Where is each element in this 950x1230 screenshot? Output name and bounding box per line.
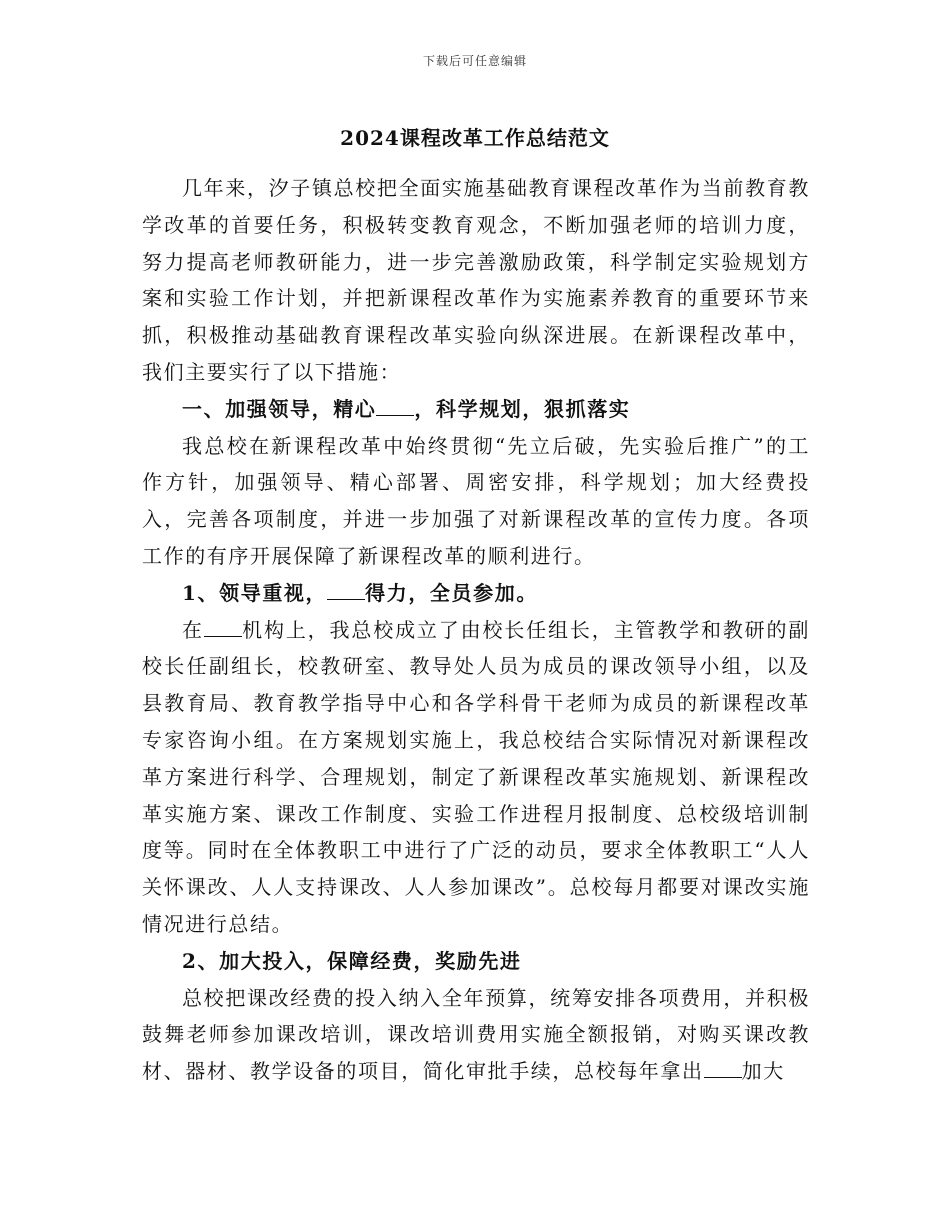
blank-underline <box>704 1059 742 1078</box>
paragraph-text: 在 <box>182 617 204 642</box>
heading-text: 1、领导重视， <box>182 580 328 605</box>
paragraph-text: 总校把课改经费的投入纳入全年预算，统筹安排各项费用，并积极鼓舞老师参加课改培训，课改培训费用实施全额报销，对购买课改教材、器材、教学设备的项目，简化审批手续，总校每年拿出 <box>142 985 810 1084</box>
subsection-heading-2: 2、加大投入，保障经费，奖励先进 <box>182 948 522 973</box>
paragraph-text: 加大 <box>741 1059 785 1084</box>
subsection-heading-1 <box>142 575 810 612</box>
paragraph-funding <box>142 980 810 1090</box>
paragraph-intro: 几年来，汐子镇总校把全面实施基础教育课程改革作为当前教育教学改革的首要任务，积极转变教育观念，不断加强老师的培训力度，努力提高老师教研能力，进一步完善激励政策，科学制定实验规划方案和实验工作计划，并把新课程改革作为实施素养教育的重要环节来抓，积极推动基础教育课程改革实验向纵深进展。在新课程改革中，我们主要实行了以下措施： <box>142 176 810 384</box>
heading-text: ，科学规划，狠抓落实 <box>414 396 631 421</box>
blank-underline <box>327 581 365 600</box>
heading-text: 得力，全员参加。 <box>365 580 538 605</box>
paragraph-text: 机构上，我总校成立了由校长任组长，主管教学和教研的副校长任副组长，校教研室、教导处人员为成员的课改领导小组，以及县教育局、教育教学指导中心和各学科骨干老师为成员的新课程改革专家咨询小组。在方案规划实施上，我总校结合实际情况对新课程改革方案进行科学、合理规划，制定了新课程改革实施规划、新课程改革实施方案、课改工作制度、实验工作进程月报制度、总校级培训制度等。同时在全体教职工中进行了广泛的动员，要求全体教职工“人人关怀课改、人人支持课改、人人参加课改”。总校每月都要对课改实施情况进行总结。 <box>142 617 810 936</box>
header-note: 下载后可任意编辑 <box>422 54 527 68</box>
document-body <box>142 170 810 1090</box>
paragraph-leadership: 我总校在新课程改革中始终贯彻“先立后破，先实验后推广”的工作方针，加强领导、精心部署、周密安排，科学规划；加大经费投入，完善各项制度，并进一步加强了对新课程改革的宣传力度。各项工作的有序开展保障了新课程改革的顺利进行。 <box>142 433 810 568</box>
document-title: 2024课程改革工作总结范文 <box>340 126 610 150</box>
blank-underline <box>204 618 242 637</box>
paragraph-organization <box>142 612 810 943</box>
section-heading-1 <box>142 391 810 428</box>
blank-underline <box>376 397 414 416</box>
heading-text: 一、加强领导，精心 <box>182 396 377 421</box>
